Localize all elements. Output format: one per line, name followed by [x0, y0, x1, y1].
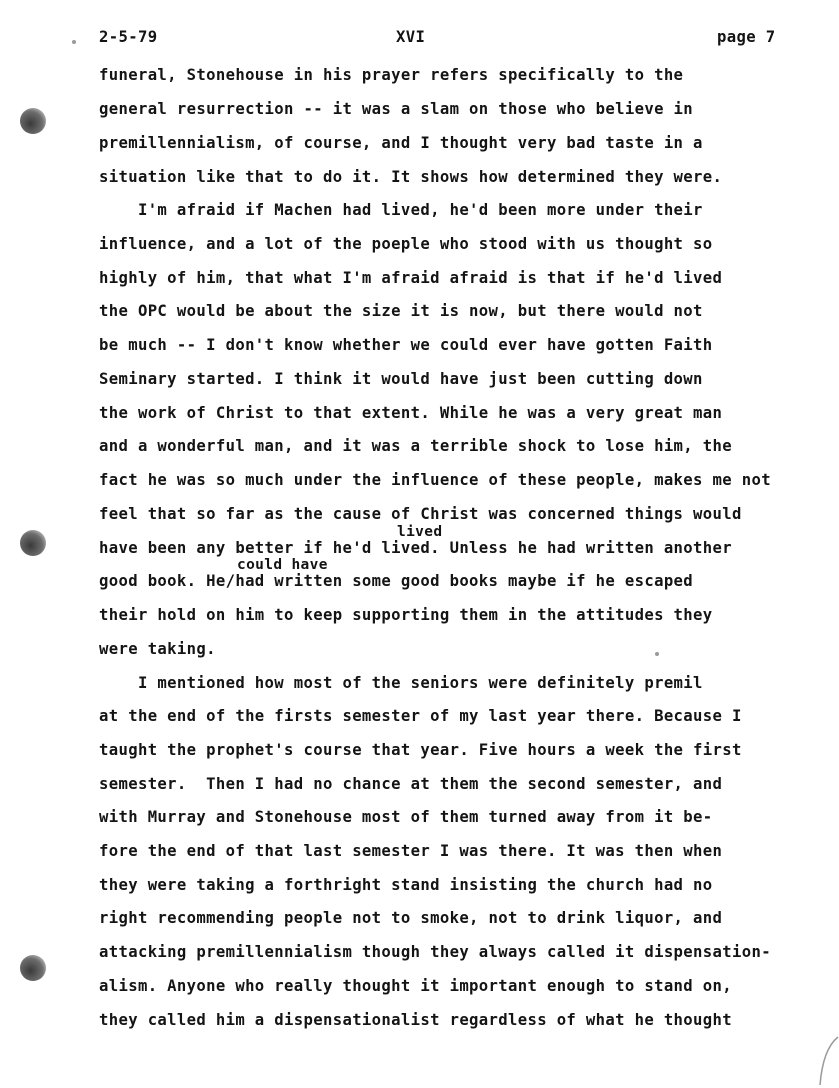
text-line: I'm afraid if Machen had lived, he'd been more under their [99, 201, 703, 219]
text-line: attacking premillennialism though they always called it dispensation- [99, 943, 771, 961]
text-line: fact he was so much under the influence of these people, makes me not [99, 471, 771, 489]
text-line: general resurrection -- it was a slam on those who believe in [99, 100, 694, 118]
scan-speck [655, 652, 659, 656]
text-line: situation like that to do it. It shows how determined they were. [99, 168, 723, 186]
text-line: and a wonderful man, and it was a terrible shock to lose him, the [99, 437, 732, 455]
page-corner-curl [810, 1035, 839, 1088]
text-line: with Murray and Stonehouse most of them turned away from it be- [99, 808, 713, 826]
text-line: influence, and a lot of the poeple who stood with us thought so [99, 235, 713, 253]
text-line: be much -- I don't know whether we could ever have gotten Faith [99, 336, 713, 354]
text-line: were taking. [99, 640, 216, 658]
text-line: Seminary started. I think it would have just been cutting down [99, 370, 703, 388]
text-line: semester. Then I had no chance at them the second semester, and [99, 775, 723, 793]
text-line: feel that so far as the cause of Christ was concerned things would [99, 505, 742, 523]
text-line: the work of Christ to that extent. While he was a very great man [99, 404, 723, 422]
text-line: good book. He/had written some good books maybe if he escaped [99, 572, 694, 590]
text-line: right recommending people not to smoke, not to drink liquor, and [99, 909, 723, 927]
text-line: funeral, Stonehouse in his prayer refers specifically to the [99, 66, 684, 84]
text-line: highly of him, that what I'm afraid afraid is that if he'd lived [99, 269, 723, 287]
text-line: their hold on him to keep supporting them in the attitudes they [99, 606, 713, 624]
text-line: taught the prophet's course that year. Five hours a week the first [99, 741, 742, 759]
text-line: they were taking a forthright stand insisting the church had no [99, 876, 713, 894]
text-line: I mentioned how most of the seniors were definitely premil [99, 674, 703, 692]
text-line: premillennialism, of course, and I thought very bad taste in a [99, 134, 703, 152]
text-line: at the end of the firsts semester of my last year there. Because I [99, 707, 742, 725]
page-date: 2-5-79 [99, 28, 158, 46]
punch-hole [20, 108, 46, 134]
punch-hole [20, 530, 46, 556]
text-line: have been any better if he'd lived. Unless he had written another [99, 539, 732, 557]
scan-speck [72, 40, 76, 44]
text-line: they called him a dispensationalist regardless of what he thought [99, 1011, 732, 1029]
text-line: the OPC would be about the size it is now, but there would not [99, 302, 703, 320]
interlinear-insertion: lived [397, 524, 443, 540]
punch-hole [20, 955, 46, 981]
text-line: alism. Anyone who really thought it important enough to stand on, [99, 977, 732, 995]
interlinear-insertion: could have [237, 557, 328, 573]
section-number: XVI [396, 28, 426, 46]
text-line: fore the end of that last semester I was there. It was then when [99, 842, 723, 860]
page-number: page 7 [717, 28, 776, 46]
